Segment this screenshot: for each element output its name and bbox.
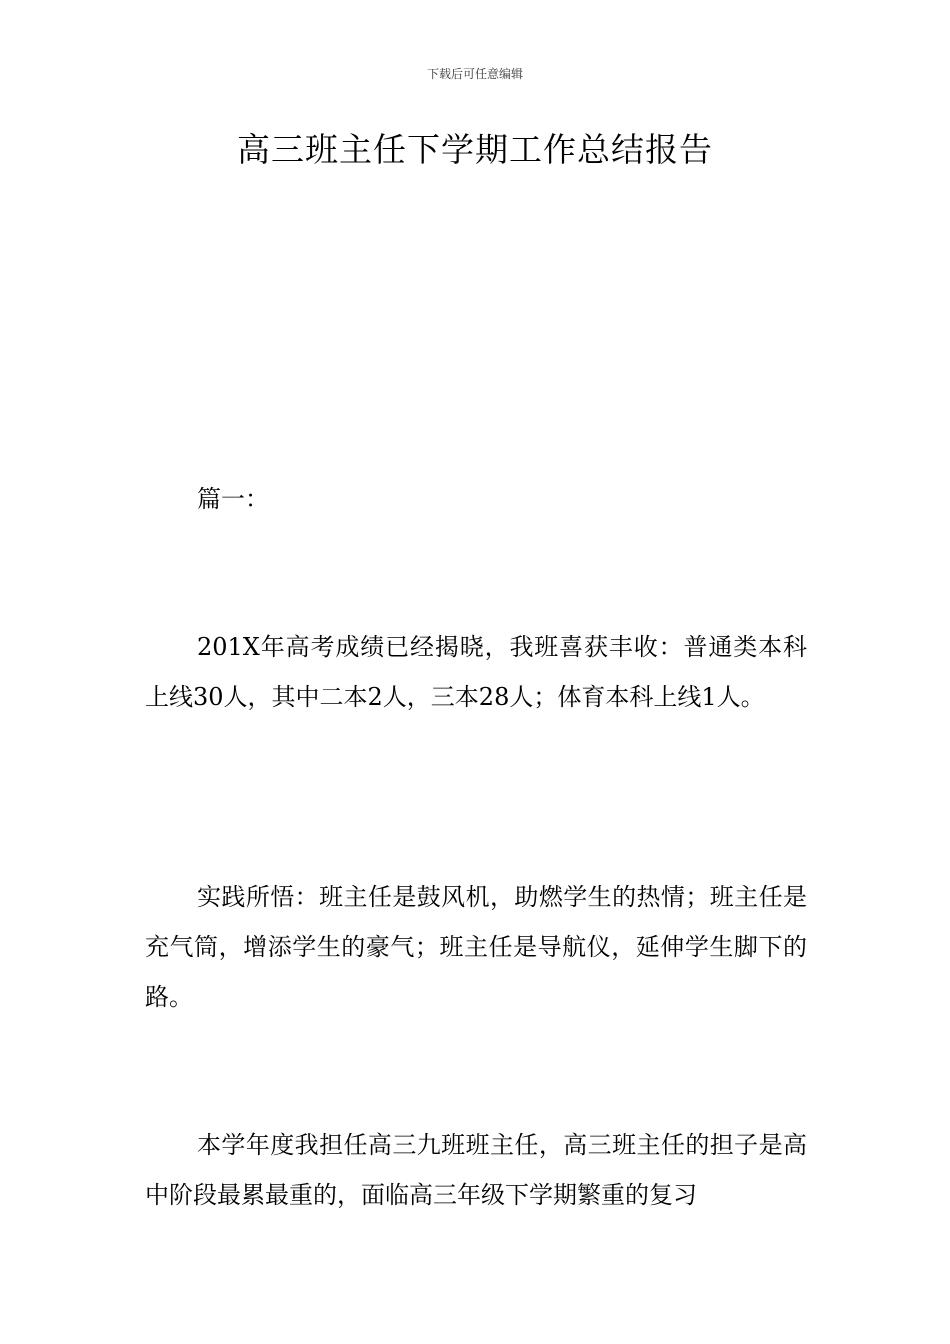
- paragraph-year-overview: 本学年度我担任高三九班班主任，高三班主任的担子是高中阶段最累最重的，面临高三年级下学期繁重的复习: [145, 1131, 807, 1209]
- paragraph-exam-results: 201X年高考成绩已经揭晓，我班喜获丰收：普通类本科上线30人，其中二本2人，三本28人；体育本科上线1人。: [145, 633, 807, 711]
- paragraph-practice-insights: 实践所悟：班主任是鼓风机，助燃学生的热情；班主任是充气筒，增添学生的豪气；班主任是导航仪，延伸学生脚下的路。: [145, 883, 807, 1011]
- header-note: 下载后可任意编辑: [426, 67, 523, 81]
- paragraph-section-heading: 篇一：: [197, 485, 269, 513]
- document-title: 高三班主任下学期工作总结报告: [237, 130, 713, 169]
